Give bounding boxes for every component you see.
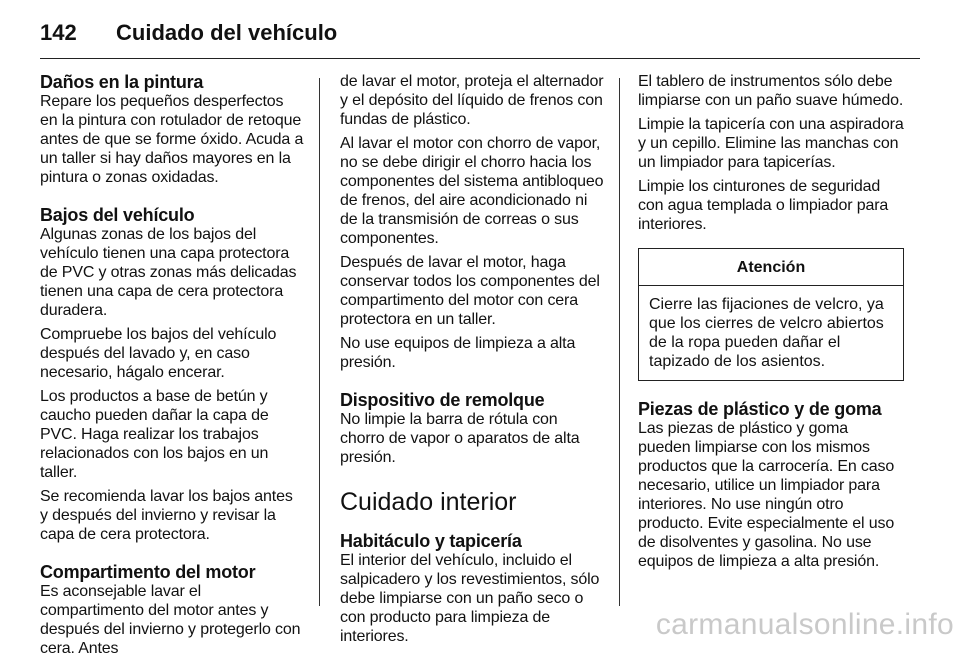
paragraph-engine-1: Es aconsejable lavar el compartimento del motor antes y después del invierno y protegerlo con cera. Antes (40, 583, 301, 657)
heading-underbody: Bajos del vehículo (40, 205, 195, 225)
attention-box (638, 248, 904, 381)
attention-title: Atención (639, 249, 903, 286)
heading-cabin-upholstery: Habitáculo y tapicería (340, 531, 522, 551)
column-3 (638, 72, 904, 571)
paragraph-engine-3: Después de lavar el motor, haga conservar todos los componentes del compartimento del motor con cera protectora en un taller. (340, 254, 600, 328)
paragraph-towing: No limpie la barra de rótula con chorro de vapor o aparatos de alta presión. (340, 411, 580, 466)
column-1 (40, 72, 304, 658)
paragraph-upholstery: Limpie la tapicería con una aspiradora y un cepillo. Elimine las manchas con un limpiador para tapicerías. (638, 116, 904, 171)
paragraph-plastic-rubber: Las piezas de plástico y goma pueden limpiarse con los mismos productos que la carrocería. En caso necesario, utilice un limpiador para interiores. No use ningún otro producto. Evite especialmente el uso de disolventes y gasolina. No use equipos de limpieza a alta presión. (638, 420, 895, 570)
paragraph-cabin: El interior del vehículo, incluido el salpicadero y los revestimientos, sólo debe limpiarse con un paño seco o con producto para limpieza de interiores. (340, 552, 600, 645)
paragraph-engine-2: Al lavar el motor con chorro de vapor, no se debe dirigir el chorro hacia los componentes del sistema antibloqueo de frenos, del aire acondicionado ni de la transmisión de correas o sus componentes. (340, 135, 604, 247)
watermark: carmanualsonline.info (655, 608, 954, 641)
page-number: 142 (40, 20, 77, 45)
paragraph-paint-damage: Repare los pequeños desperfectos en la pintura con rotulador de retoque antes de que se forme óxido. Acuda a un taller si hay daños mayores en la pintura o zonas oxidadas. (40, 93, 304, 186)
column-divider-2 (619, 78, 620, 606)
paragraph-engine-4: No use equipos de limpieza a alta presión. (340, 335, 576, 371)
heading-towing-device: Dispositivo de remolque (340, 390, 545, 410)
paragraph-underbody-2: Compruebe los bajos del vehículo después del lavado y, en caso necesario, hágalo encerar. (40, 326, 277, 381)
paragraph-seat-belts: Limpie los cinturones de seguridad con agua templada o limpiador para interiores. (638, 178, 889, 233)
column-divider-1 (319, 78, 320, 606)
paragraph-underbody-1: Algunas zonas de los bajos del vehículo tienen una capa protectora de PVC y otras zonas más delicadas tienen una capa de cera protectora duradera. (40, 226, 297, 319)
heading-paint-damage: Daños en la pintura (40, 72, 204, 92)
paragraph-dashboard: El tablero de instrumentos sólo debe limpiarse con un paño suave húmedo. (638, 73, 904, 109)
paragraph-engine-1-cont: de lavar el motor, proteja el alternador y el depósito del líquido de frenos con fundas de plástico. (340, 73, 604, 128)
header-rule (40, 58, 920, 59)
chapter-title: Cuidado del vehículo (116, 20, 338, 45)
attention-body: Cierre las fijaciones de velcro, ya que los cierres de velcro abiertos de la ropa pueden dañar el tapizado de los asientos. (649, 296, 884, 370)
column-2 (340, 72, 604, 646)
heading-plastic-rubber: Piezas de plástico y de goma (638, 399, 882, 419)
heading-interior-care: Cuidado interior (340, 488, 517, 516)
page-header (40, 8, 920, 56)
paragraph-underbody-3: Los productos a base de betún y caucho pueden dañar la capa de PVC. Haga realizar los trabajos relacionados con los bajos en un taller. (40, 388, 269, 481)
heading-engine-compartment: Compartimento del motor (40, 562, 256, 582)
paragraph-underbody-4: Se recomienda lavar los bajos antes y después del invierno y revisar la capa de cera protectora. (40, 488, 293, 543)
